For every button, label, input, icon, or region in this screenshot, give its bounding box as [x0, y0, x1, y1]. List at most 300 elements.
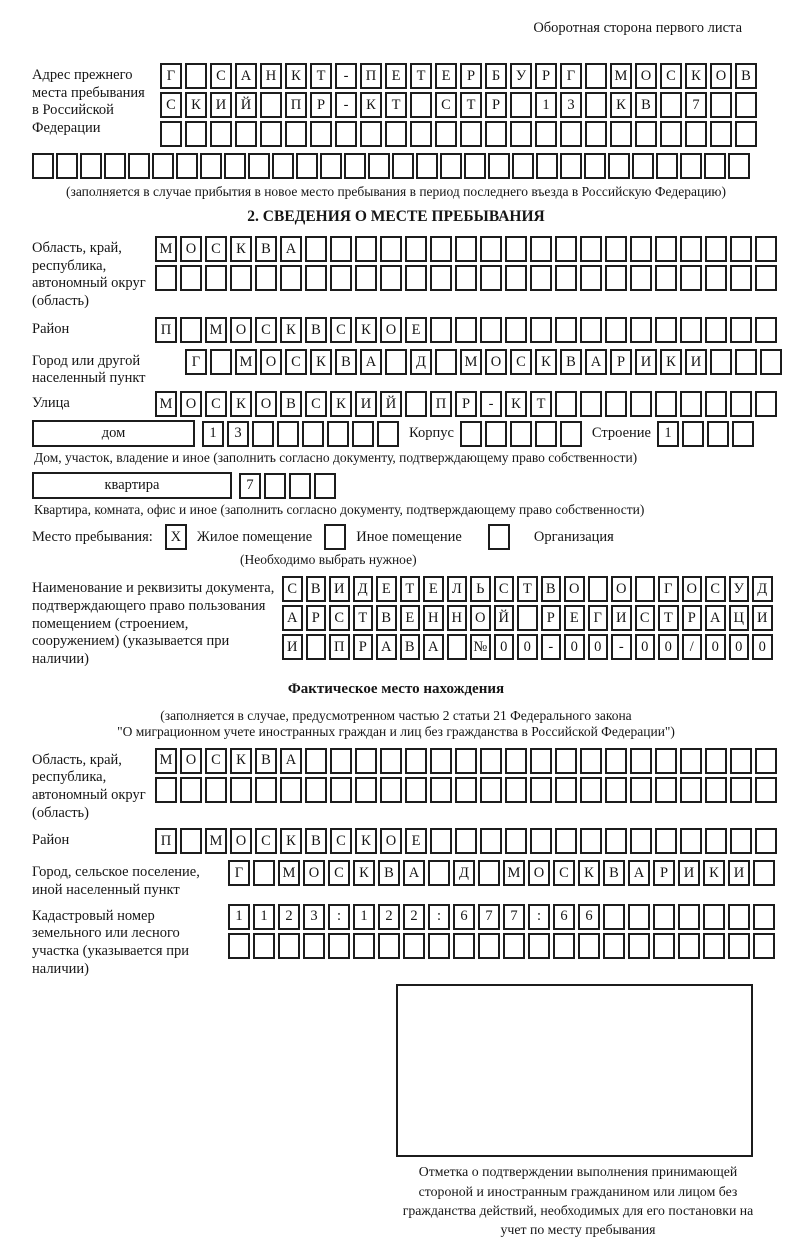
- char-box: [753, 933, 775, 959]
- char-box: А: [376, 634, 397, 660]
- char-box: [478, 933, 500, 959]
- char-box: [755, 317, 777, 343]
- char-box: [680, 828, 702, 854]
- korpus-label: Корпус: [409, 425, 454, 442]
- char-box: №: [470, 634, 491, 660]
- char-box: [753, 904, 775, 930]
- char-box: 0: [705, 634, 726, 660]
- char-box: [705, 317, 727, 343]
- char-box: [505, 265, 527, 291]
- char-box: К: [578, 860, 600, 886]
- char-box: [555, 317, 577, 343]
- char-box: -: [541, 634, 562, 660]
- stay-type-checkbox-other: [324, 524, 346, 550]
- char-box: [755, 391, 777, 417]
- char-box: [155, 265, 177, 291]
- district-label: Район: [32, 320, 70, 337]
- char-box: [530, 236, 552, 262]
- char-box: [630, 391, 652, 417]
- char-box: Т: [410, 63, 432, 89]
- char-box: [728, 153, 750, 179]
- char-box: [327, 421, 349, 447]
- char-box: Г: [658, 576, 679, 602]
- char-box: [755, 236, 777, 262]
- char-box: Н: [447, 605, 468, 631]
- char-box: В: [603, 860, 625, 886]
- char-box: Й: [380, 391, 402, 417]
- char-box: К: [280, 828, 302, 854]
- char-box: М: [460, 349, 482, 375]
- field-district: [32, 317, 760, 343]
- char-box: [655, 236, 677, 262]
- char-box: В: [376, 605, 397, 631]
- char-box: [732, 421, 754, 447]
- char-box: С: [553, 860, 575, 886]
- korpus-boxes: [460, 421, 582, 447]
- char-box: [628, 904, 650, 930]
- char-box: [403, 933, 425, 959]
- char-box: П: [360, 63, 382, 89]
- char-box: [480, 777, 502, 803]
- char-box: Д: [353, 576, 374, 602]
- char-box: [310, 121, 332, 147]
- char-box: М: [610, 63, 632, 89]
- char-box: [588, 576, 609, 602]
- char-box: [605, 828, 627, 854]
- field-city: [32, 349, 760, 388]
- char-box: [730, 265, 752, 291]
- char-box: М: [155, 391, 177, 417]
- field-prev-address: [32, 63, 760, 147]
- char-box: В: [735, 63, 757, 89]
- char-box: Р: [485, 92, 507, 118]
- char-box: М: [278, 860, 300, 886]
- char-box: [730, 828, 752, 854]
- char-box: С: [205, 391, 227, 417]
- char-box: [305, 236, 327, 262]
- char-box: [210, 349, 232, 375]
- char-box: [180, 317, 202, 343]
- char-box: Т: [310, 63, 332, 89]
- char-box: С: [305, 391, 327, 417]
- char-box: С: [330, 828, 352, 854]
- char-box: [460, 421, 482, 447]
- char-box: [224, 153, 246, 179]
- char-box: [535, 421, 557, 447]
- char-box: [630, 748, 652, 774]
- char-box: К: [285, 63, 307, 89]
- stroenie-label: Строение: [591, 425, 651, 442]
- char-box: [760, 349, 782, 375]
- char-box: [585, 92, 607, 118]
- char-box: [453, 933, 475, 959]
- char-box: [480, 317, 502, 343]
- char-box: И: [611, 605, 632, 631]
- char-box: [380, 265, 402, 291]
- char-box: [530, 828, 552, 854]
- stroenie-boxes: [657, 421, 754, 447]
- char-box: К: [355, 828, 377, 854]
- char-box: [306, 634, 327, 660]
- char-box: М: [205, 828, 227, 854]
- char-box: В: [378, 860, 400, 886]
- char-box: К: [330, 391, 352, 417]
- char-box: Р: [682, 605, 703, 631]
- apartment-widebox-label: квартира: [104, 477, 160, 494]
- char-box: 6: [453, 904, 475, 930]
- char-box: [440, 153, 462, 179]
- district-2-boxes: [155, 828, 777, 854]
- char-box: [255, 777, 277, 803]
- apartment-note: Квартира, комната, офис и иное (заполнить согласно документу, подтверждающему право собственности): [34, 502, 645, 518]
- char-box: А: [360, 349, 382, 375]
- region-boxes-row-2: [155, 265, 777, 291]
- char-box: [705, 748, 727, 774]
- char-box: К: [230, 748, 252, 774]
- char-box: Е: [564, 605, 585, 631]
- char-box: К: [610, 92, 632, 118]
- char-box: П: [155, 828, 177, 854]
- char-box: [755, 265, 777, 291]
- char-box: В: [400, 634, 421, 660]
- char-box: [605, 236, 627, 262]
- char-box: [560, 121, 582, 147]
- char-box: [560, 421, 582, 447]
- char-box: С: [282, 576, 303, 602]
- char-box: [205, 777, 227, 803]
- region-boxes-row-1: [155, 236, 777, 262]
- char-box: [580, 265, 602, 291]
- stay-type-checkbox-residential: X: [165, 524, 187, 550]
- char-box: Р: [455, 391, 477, 417]
- char-box: [704, 153, 726, 179]
- char-box: 6: [553, 904, 575, 930]
- char-box: /: [682, 634, 703, 660]
- char-box: 0: [752, 634, 773, 660]
- char-box: Е: [423, 576, 444, 602]
- char-box: [377, 421, 399, 447]
- char-box: [578, 933, 600, 959]
- char-box: [255, 265, 277, 291]
- char-box: [705, 777, 727, 803]
- char-box: 1: [253, 904, 275, 930]
- char-box: К: [505, 391, 527, 417]
- char-box: [585, 121, 607, 147]
- char-box: [728, 933, 750, 959]
- char-box: :: [428, 904, 450, 930]
- char-box: [385, 349, 407, 375]
- char-box: [430, 317, 452, 343]
- char-box: [314, 473, 336, 499]
- char-box: [605, 265, 627, 291]
- char-box: Р: [610, 349, 632, 375]
- char-box: Е: [405, 828, 427, 854]
- char-box: Д: [752, 576, 773, 602]
- char-box: В: [635, 92, 657, 118]
- char-box: [505, 236, 527, 262]
- char-box: [630, 265, 652, 291]
- prev-address-boxes-row-1: [160, 63, 757, 89]
- char-box: [455, 236, 477, 262]
- char-box: [455, 777, 477, 803]
- char-box: Т: [658, 605, 679, 631]
- char-box: [330, 748, 352, 774]
- char-box: [536, 153, 558, 179]
- char-box: И: [282, 634, 303, 660]
- char-box: С: [160, 92, 182, 118]
- char-box: [305, 777, 327, 803]
- char-box: [535, 121, 557, 147]
- char-box: С: [285, 349, 307, 375]
- char-box: В: [255, 236, 277, 262]
- char-box: [512, 153, 534, 179]
- char-box: С: [205, 748, 227, 774]
- char-box: [378, 933, 400, 959]
- char-box: 0: [494, 634, 515, 660]
- char-box: [185, 121, 207, 147]
- char-box: [528, 933, 550, 959]
- char-box: [580, 777, 602, 803]
- char-box: [253, 933, 275, 959]
- char-box: [428, 933, 450, 959]
- char-box: А: [585, 349, 607, 375]
- char-box: [580, 317, 602, 343]
- cadastre-boxes-row-2: [228, 933, 775, 959]
- char-box: -: [335, 63, 357, 89]
- char-box: И: [355, 391, 377, 417]
- char-box: [128, 153, 150, 179]
- char-box: [430, 236, 452, 262]
- char-box: [610, 121, 632, 147]
- char-box: [653, 933, 675, 959]
- char-box: [510, 92, 532, 118]
- char-box: [455, 265, 477, 291]
- char-box: [480, 265, 502, 291]
- stamp-area: [392, 984, 764, 1239]
- char-box: [710, 92, 732, 118]
- char-box: Г: [160, 63, 182, 89]
- char-box: Р: [653, 860, 675, 886]
- char-box: [660, 92, 682, 118]
- field-cadastre: [32, 904, 760, 979]
- prev-address-boxes-row-3: [160, 121, 757, 147]
- char-box: О: [260, 349, 282, 375]
- district-2-label: Район: [32, 832, 70, 849]
- char-box: А: [280, 748, 302, 774]
- char-box: [655, 265, 677, 291]
- house-widebox-label: дом: [101, 425, 126, 442]
- char-box: [260, 121, 282, 147]
- char-box: [152, 153, 174, 179]
- char-box: [705, 236, 727, 262]
- char-box: [355, 236, 377, 262]
- char-box: [635, 121, 657, 147]
- char-box: К: [353, 860, 375, 886]
- char-box: [455, 828, 477, 854]
- char-box: [330, 777, 352, 803]
- char-box: [735, 349, 757, 375]
- char-box: 1: [228, 904, 250, 930]
- char-box: 7: [478, 904, 500, 930]
- char-box: [392, 153, 414, 179]
- char-box: [360, 121, 382, 147]
- char-box: [503, 933, 525, 959]
- char-box: 7: [685, 92, 707, 118]
- char-box: П: [430, 391, 452, 417]
- char-box: А: [235, 63, 257, 89]
- char-box: [655, 777, 677, 803]
- char-box: [355, 748, 377, 774]
- field-document: [32, 576, 768, 668]
- char-box: С: [329, 605, 350, 631]
- char-box: [630, 828, 652, 854]
- document-boxes-row-2: [282, 605, 773, 631]
- char-box: В: [305, 828, 327, 854]
- char-box: [447, 634, 468, 660]
- char-box: 1: [353, 904, 375, 930]
- char-box: [280, 265, 302, 291]
- char-box: [555, 265, 577, 291]
- char-box: [410, 92, 432, 118]
- char-box: В: [280, 391, 302, 417]
- char-box: [580, 748, 602, 774]
- char-box: [285, 121, 307, 147]
- char-box: [703, 904, 725, 930]
- char-box: С: [328, 860, 350, 886]
- char-box: 0: [517, 634, 538, 660]
- char-box: К: [355, 317, 377, 343]
- char-box: Е: [400, 605, 421, 631]
- char-box: [56, 153, 78, 179]
- char-box: К: [280, 317, 302, 343]
- char-box: [605, 777, 627, 803]
- document-boxes-row-1: [282, 576, 773, 602]
- field-district-2: [32, 828, 760, 854]
- char-box: В: [335, 349, 357, 375]
- char-box: [707, 421, 729, 447]
- char-box: [632, 153, 654, 179]
- char-box: [210, 121, 232, 147]
- house-widebox: [32, 420, 195, 447]
- char-box: Г: [588, 605, 609, 631]
- region-2-boxes-row-1: [155, 748, 777, 774]
- cadastre-boxes-row-1: [228, 904, 775, 930]
- field-city-2: [32, 860, 760, 899]
- char-box: [280, 777, 302, 803]
- char-box: [580, 828, 602, 854]
- char-box: С: [255, 828, 277, 854]
- city-label: Город или другой населенный пункт: [32, 352, 146, 387]
- char-box: [230, 777, 252, 803]
- char-box: П: [155, 317, 177, 343]
- char-box: М: [205, 317, 227, 343]
- page-corner-note: Оборотная сторона первого листа: [533, 20, 742, 36]
- char-box: [705, 828, 727, 854]
- char-box: :: [528, 904, 550, 930]
- char-box: [505, 317, 527, 343]
- char-box: [355, 777, 377, 803]
- actual-location-note-2: "О миграционном учете иностранных граждан и лиц без гражданства в Российской Федерации"): [117, 723, 675, 739]
- apartment-row: [32, 472, 760, 499]
- char-box: [705, 265, 727, 291]
- char-box: [755, 777, 777, 803]
- char-box: Й: [235, 92, 257, 118]
- char-box: [730, 391, 752, 417]
- stamp-box: [396, 984, 753, 1157]
- char-box: [585, 63, 607, 89]
- char-box: [680, 391, 702, 417]
- char-box: -: [335, 92, 357, 118]
- char-box: О: [710, 63, 732, 89]
- char-box: Б: [485, 63, 507, 89]
- char-box: [104, 153, 126, 179]
- stay-type-option-organization: Организация: [533, 528, 614, 545]
- char-box: [303, 933, 325, 959]
- char-box: [510, 421, 532, 447]
- char-box: 7: [503, 904, 525, 930]
- char-box: М: [155, 236, 177, 262]
- char-box: [252, 421, 274, 447]
- char-box: К: [535, 349, 557, 375]
- char-box: 3: [560, 92, 582, 118]
- char-box: Р: [306, 605, 327, 631]
- char-box: 0: [588, 634, 609, 660]
- char-box: А: [282, 605, 303, 631]
- char-box: [335, 121, 357, 147]
- char-box: А: [403, 860, 425, 886]
- char-box: О: [635, 63, 657, 89]
- char-box: С: [435, 92, 457, 118]
- char-box: А: [705, 605, 726, 631]
- char-box: [660, 121, 682, 147]
- char-box: Р: [353, 634, 374, 660]
- prev-address-label: Адрес прежнего места пребывания в Российской Федерации: [32, 67, 145, 137]
- char-box: [680, 265, 702, 291]
- char-box: [560, 153, 582, 179]
- field-region: [32, 236, 760, 311]
- char-box: [505, 748, 527, 774]
- char-box: [405, 236, 427, 262]
- char-box: А: [628, 860, 650, 886]
- char-box: П: [329, 634, 350, 660]
- char-box: [480, 828, 502, 854]
- char-box: [735, 121, 757, 147]
- char-box: К: [660, 349, 682, 375]
- char-box: -: [480, 391, 502, 417]
- char-box: 1: [202, 421, 224, 447]
- char-box: [180, 265, 202, 291]
- street-boxes: [155, 391, 777, 417]
- char-box: [460, 121, 482, 147]
- char-box: [380, 236, 402, 262]
- char-box: 7: [239, 473, 261, 499]
- district-boxes: [155, 317, 777, 343]
- char-box: [455, 317, 477, 343]
- char-box: Р: [535, 63, 557, 89]
- char-box: Т: [517, 576, 538, 602]
- char-box: [730, 777, 752, 803]
- char-box: И: [685, 349, 707, 375]
- char-box: Ь: [470, 576, 491, 602]
- char-box: Г: [228, 860, 250, 886]
- char-box: И: [678, 860, 700, 886]
- char-box: [630, 317, 652, 343]
- char-box: [435, 349, 457, 375]
- char-box: [680, 153, 702, 179]
- char-box: В: [560, 349, 582, 375]
- char-box: [555, 828, 577, 854]
- house-note: Дом, участок, владение и иное (заполнить согласно документу, подтверждающему право собственности): [34, 450, 638, 466]
